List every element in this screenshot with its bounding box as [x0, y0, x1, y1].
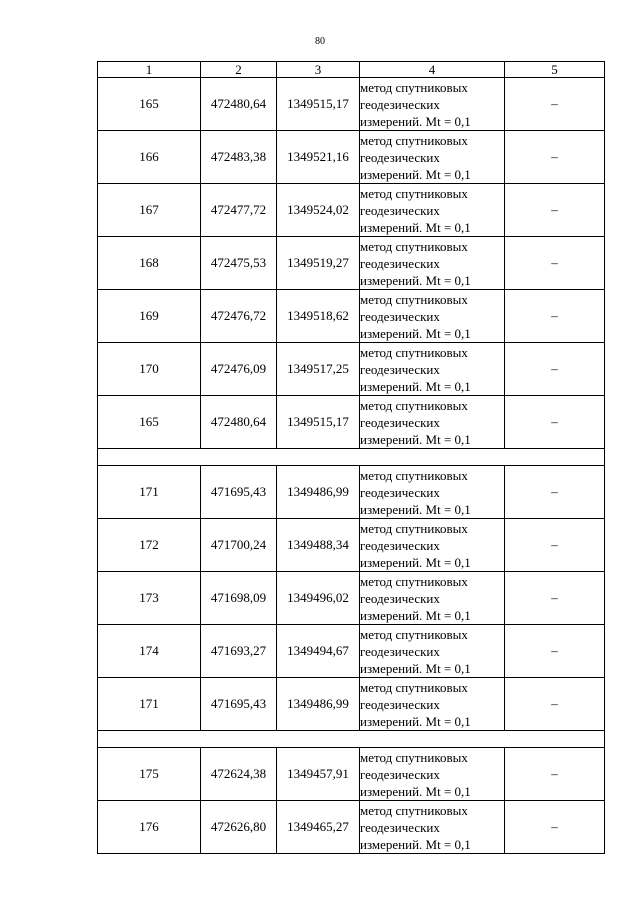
- point-number-cell: 171: [98, 466, 201, 519]
- method-line: измерений. Mt = 0,1: [360, 431, 471, 447]
- note-cell: –: [505, 801, 605, 854]
- point-number-cell: 176: [98, 801, 201, 854]
- method-line: геодезических: [360, 590, 440, 606]
- point-number-cell: 171: [98, 678, 201, 731]
- x-coordinate-cell: 471698,09: [201, 572, 277, 625]
- method-line: геодезических: [360, 414, 440, 430]
- y-coordinate-cell: 1349515,17: [277, 78, 360, 131]
- x-coordinate-cell: 472477,72: [201, 184, 277, 237]
- method-line: метод спутниковых: [360, 79, 468, 95]
- note-cell: –: [505, 290, 605, 343]
- method-line: метод спутниковых: [360, 132, 468, 148]
- method-line: геодезических: [360, 96, 440, 112]
- method-line: метод спутниковых: [360, 679, 468, 695]
- y-coordinate-cell: 1349465,27: [277, 801, 360, 854]
- x-coordinate-cell: 472476,72: [201, 290, 277, 343]
- method-line: геодезических: [360, 202, 440, 218]
- method-cell: [360, 78, 505, 131]
- y-coordinate-cell: 1349519,27: [277, 237, 360, 290]
- y-coordinate-cell: 1349457,91: [277, 748, 360, 801]
- method-cell: [360, 131, 505, 184]
- note-cell: –: [505, 396, 605, 449]
- table-row: [98, 237, 605, 290]
- table-row: [98, 78, 605, 131]
- separator-cell: [98, 449, 605, 466]
- y-coordinate-cell: 1349524,02: [277, 184, 360, 237]
- method-line: геодезических: [360, 819, 440, 835]
- x-coordinate-cell: 471700,24: [201, 519, 277, 572]
- table-body: [98, 78, 605, 854]
- method-line: измерений. Mt = 0,1: [360, 607, 471, 623]
- method-cell: [360, 184, 505, 237]
- column-header-3: 3: [277, 62, 360, 78]
- point-number-cell: 165: [98, 396, 201, 449]
- method-line: измерений. Mt = 0,1: [360, 660, 471, 676]
- method-line: геодезических: [360, 696, 440, 712]
- x-coordinate-cell: 472480,64: [201, 396, 277, 449]
- method-line: геодезических: [360, 308, 440, 324]
- method-line: геодезических: [360, 643, 440, 659]
- method-line: метод спутниковых: [360, 291, 468, 307]
- table-row: [98, 466, 605, 519]
- x-coordinate-cell: 471695,43: [201, 466, 277, 519]
- note-cell: –: [505, 678, 605, 731]
- note-cell: –: [505, 343, 605, 396]
- method-cell: [360, 625, 505, 678]
- method-line: измерений. Mt = 0,1: [360, 219, 471, 235]
- y-coordinate-cell: 1349488,34: [277, 519, 360, 572]
- table-row: [98, 625, 605, 678]
- method-line: метод спутниковых: [360, 344, 468, 360]
- y-coordinate-cell: 1349517,25: [277, 343, 360, 396]
- method-line: метод спутниковых: [360, 802, 468, 818]
- table-row: [98, 801, 605, 854]
- point-number-cell: 173: [98, 572, 201, 625]
- x-coordinate-cell: 472483,38: [201, 131, 277, 184]
- x-coordinate-cell: 472475,53: [201, 237, 277, 290]
- y-coordinate-cell: 1349486,99: [277, 678, 360, 731]
- page-number: 80: [315, 36, 325, 47]
- point-number-cell: 165: [98, 78, 201, 131]
- method-line: измерений. Mt = 0,1: [360, 166, 471, 182]
- method-line: метод спутниковых: [360, 397, 468, 413]
- separator-cell: [98, 731, 605, 748]
- method-line: измерений. Mt = 0,1: [360, 836, 471, 852]
- method-cell: [360, 290, 505, 343]
- point-number-cell: 167: [98, 184, 201, 237]
- header-row: [98, 62, 605, 78]
- point-number-cell: 175: [98, 748, 201, 801]
- method-line: геодезических: [360, 537, 440, 553]
- method-line: измерений. Mt = 0,1: [360, 713, 471, 729]
- y-coordinate-cell: 1349486,99: [277, 466, 360, 519]
- coordinates-table: [97, 61, 605, 854]
- method-line: метод спутниковых: [360, 573, 468, 589]
- group-separator: [98, 731, 605, 748]
- y-coordinate-cell: 1349496,02: [277, 572, 360, 625]
- method-line: метод спутниковых: [360, 185, 468, 201]
- method-line: геодезических: [360, 484, 440, 500]
- method-line: метод спутниковых: [360, 520, 468, 536]
- method-cell: [360, 343, 505, 396]
- point-number-cell: 172: [98, 519, 201, 572]
- table-row: [98, 290, 605, 343]
- column-header-4: 4: [360, 62, 505, 78]
- note-cell: –: [505, 78, 605, 131]
- note-cell: –: [505, 184, 605, 237]
- method-line: измерений. Mt = 0,1: [360, 325, 471, 341]
- x-coordinate-cell: 472624,38: [201, 748, 277, 801]
- method-line: геодезических: [360, 361, 440, 377]
- note-cell: –: [505, 237, 605, 290]
- method-cell: [360, 237, 505, 290]
- method-line: метод спутниковых: [360, 749, 468, 765]
- note-cell: –: [505, 748, 605, 801]
- x-coordinate-cell: 471695,43: [201, 678, 277, 731]
- table-row: [98, 131, 605, 184]
- point-number-cell: 166: [98, 131, 201, 184]
- method-cell: [360, 572, 505, 625]
- column-header-1: 1: [98, 62, 201, 78]
- note-cell: –: [505, 466, 605, 519]
- table-row: [98, 678, 605, 731]
- method-cell: [360, 678, 505, 731]
- table-row: [98, 343, 605, 396]
- x-coordinate-cell: 472476,09: [201, 343, 277, 396]
- method-line: геодезических: [360, 766, 440, 782]
- table-row: [98, 396, 605, 449]
- y-coordinate-cell: 1349494,67: [277, 625, 360, 678]
- note-cell: –: [505, 572, 605, 625]
- method-cell: [360, 466, 505, 519]
- note-cell: –: [505, 131, 605, 184]
- method-cell: [360, 748, 505, 801]
- method-line: измерений. Mt = 0,1: [360, 554, 471, 570]
- method-line: измерений. Mt = 0,1: [360, 272, 471, 288]
- method-cell: [360, 396, 505, 449]
- table-row: [98, 519, 605, 572]
- y-coordinate-cell: 1349515,17: [277, 396, 360, 449]
- method-line: измерений. Mt = 0,1: [360, 501, 471, 517]
- note-cell: –: [505, 625, 605, 678]
- note-cell: –: [505, 519, 605, 572]
- method-cell: [360, 801, 505, 854]
- column-header-5: 5: [505, 62, 605, 78]
- point-number-cell: 174: [98, 625, 201, 678]
- x-coordinate-cell: 472626,80: [201, 801, 277, 854]
- point-number-cell: 170: [98, 343, 201, 396]
- point-number-cell: 169: [98, 290, 201, 343]
- y-coordinate-cell: 1349521,16: [277, 131, 360, 184]
- method-line: метод спутниковых: [360, 467, 468, 483]
- table-row: [98, 572, 605, 625]
- group-separator: [98, 449, 605, 466]
- method-line: измерений. Mt = 0,1: [360, 113, 471, 129]
- method-line: измерений. Mt = 0,1: [360, 783, 471, 799]
- table-row: [98, 748, 605, 801]
- method-line: измерений. Mt = 0,1: [360, 378, 471, 394]
- method-line: геодезических: [360, 255, 440, 271]
- method-line: метод спутниковых: [360, 626, 468, 642]
- point-number-cell: 168: [98, 237, 201, 290]
- x-coordinate-cell: 472480,64: [201, 78, 277, 131]
- table-row: [98, 184, 605, 237]
- x-coordinate-cell: 471693,27: [201, 625, 277, 678]
- method-cell: [360, 519, 505, 572]
- method-line: метод спутниковых: [360, 238, 468, 254]
- column-header-2: 2: [201, 62, 277, 78]
- method-line: геодезических: [360, 149, 440, 165]
- y-coordinate-cell: 1349518,62: [277, 290, 360, 343]
